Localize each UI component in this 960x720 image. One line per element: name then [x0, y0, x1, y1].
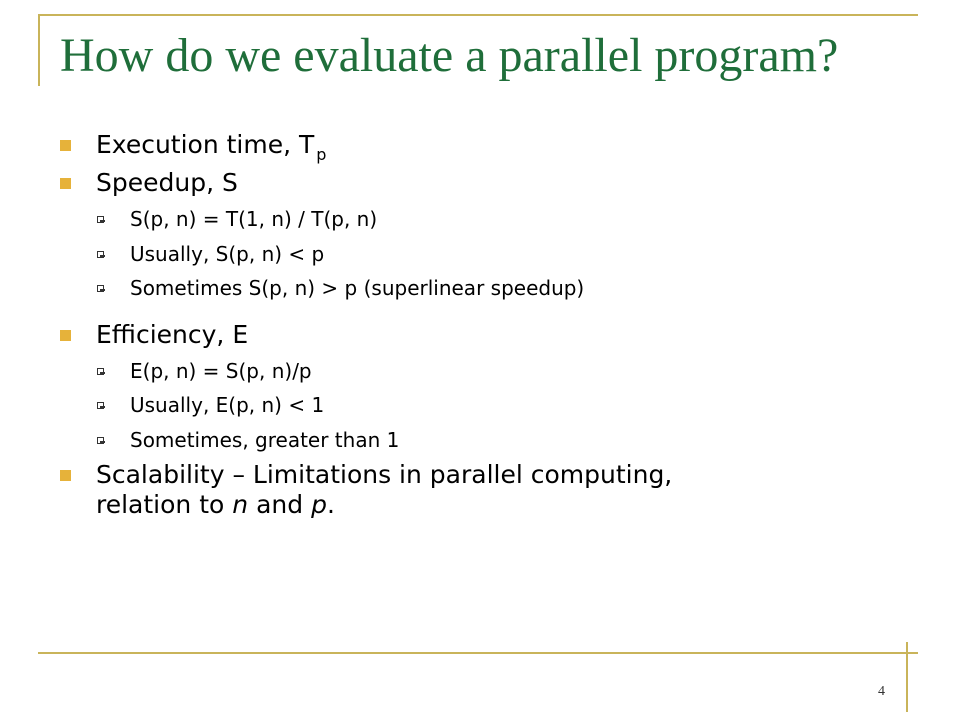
- subbullet-efficiency-sometimes: Sometimes, greater than 1: [130, 428, 400, 452]
- hollow-bullet-icon: [97, 437, 104, 444]
- bullet-scalability-line2: [96, 490, 335, 520]
- bullet-scalability-line1: Scalability – Limitations in parallel computing,: [96, 460, 673, 489]
- bullet-efficiency: Efficiency, E: [96, 320, 249, 349]
- scalability-text: relation to: [96, 490, 233, 519]
- scalability-var-p: p: [311, 490, 327, 519]
- frame-top-line: [38, 14, 918, 16]
- hollow-bullet-icon: [97, 285, 104, 292]
- hollow-bullet-icon: [97, 216, 104, 223]
- bullet-execution-time: [96, 130, 326, 163]
- bullet-text: Execution time, T: [96, 130, 315, 159]
- scalability-text: and: [248, 490, 312, 519]
- scalability-text: .: [326, 490, 335, 519]
- square-bullet-icon: [60, 178, 71, 189]
- page-number: 4: [878, 684, 885, 699]
- subbullet-speedup-formula: S(p, n) = T(1, n) / T(p, n): [130, 207, 378, 231]
- subbullet-speedup-sometimes: Sometimes S(p, n) > p (superlinear speedup): [130, 276, 585, 300]
- frame-bottom-line: [38, 652, 918, 654]
- frame-left-line: [38, 14, 40, 86]
- hollow-bullet-icon: [97, 368, 104, 375]
- bullet-speedup: Speedup, S: [96, 168, 238, 197]
- square-bullet-icon: [60, 330, 71, 341]
- subbullet-speedup-usually: Usually, S(p, n) < p: [130, 242, 325, 266]
- scalability-var-n: n: [232, 490, 249, 519]
- square-bullet-icon: [60, 470, 71, 481]
- slide-title: How do we evaluate a parallel program?: [60, 29, 839, 82]
- frame-right-line: [906, 642, 908, 712]
- bullet-subscript: p: [316, 145, 327, 164]
- square-bullet-icon: [60, 140, 71, 151]
- subbullet-efficiency-usually: Usually, E(p, n) < 1: [130, 393, 325, 417]
- hollow-bullet-icon: [97, 251, 104, 258]
- hollow-bullet-icon: [97, 402, 104, 409]
- subbullet-efficiency-formula: E(p, n) = S(p, n)/p: [130, 359, 312, 383]
